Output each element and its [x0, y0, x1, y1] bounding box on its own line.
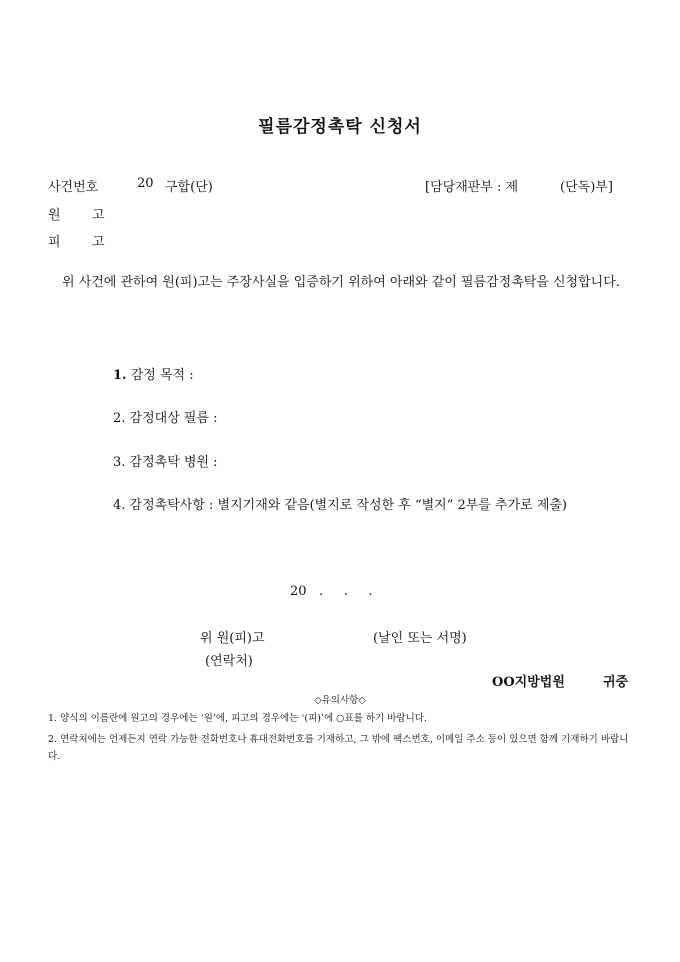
note-2	[48, 731, 638, 765]
plaintiff-label-1: 원	[48, 208, 61, 223]
defendant-label-1: 피	[48, 235, 61, 250]
body-paragraph: 위 사건에 관하여 원(피)고는 주장사실을 입증하기 위하여 아래와 같이 필름감정촉탁을 신청합니다.	[62, 275, 620, 290]
defendant-label-2: 고	[92, 235, 105, 250]
document-title: 필름감정촉탁 신청서	[258, 117, 422, 137]
item-1-number: 1.	[113, 368, 127, 383]
date-line: 20 . . .	[290, 584, 373, 599]
case-year: 20	[137, 176, 154, 191]
item-2-text: 감정대상 필름 :	[129, 411, 218, 426]
item-4-number: 4.	[113, 498, 126, 513]
item-4-text: 감정촉탁사항 : 별지기재와 같음(별지로 작성한 후 “별지” 2부를 추가로 제출)	[129, 498, 568, 513]
item-1	[113, 364, 194, 383]
item-2-number: 2.	[113, 411, 126, 426]
plaintiff-label-2: 고	[92, 208, 105, 223]
case-type: 구합(단)	[165, 180, 213, 195]
item-3	[113, 451, 218, 470]
case-number-label: 사건번호	[48, 180, 99, 195]
item-3-text: 감정촉탁 병원 :	[129, 455, 218, 470]
seal-or-signature: (날인 또는 서명)	[373, 631, 467, 646]
applicant-label: 위 원(피)고	[200, 631, 265, 646]
note-1: 1. 양식의 이름란에 원고의 경우에는 ‘원’에, 피고의 경우에는 ‘(피)’에 ○표를 하기 바랍니다.	[48, 713, 427, 724]
item-3-number: 3.	[113, 455, 126, 470]
item-4	[113, 494, 567, 513]
item-1-text: 감정 목적 :	[130, 368, 194, 383]
notes-header: ◇유의사항◇	[314, 695, 366, 706]
judge-part-open: [담당재판부 : 제	[425, 180, 519, 195]
note-2-text: 2. 연락처에는 언제든지 연락 가능한 전화번호나 휴대전화번호를 기재하고, 그 밖에 팩스번호, 이메일 주소 등이 있으면 함께 기재하기 바랍니다.	[48, 734, 629, 762]
item-2	[113, 407, 218, 426]
contact-label: (연락처)	[205, 654, 253, 669]
court-suffix: 귀중	[603, 675, 629, 690]
judge-part-close: (단독)부]	[560, 180, 613, 195]
court-name: OO지방법원	[492, 675, 565, 690]
